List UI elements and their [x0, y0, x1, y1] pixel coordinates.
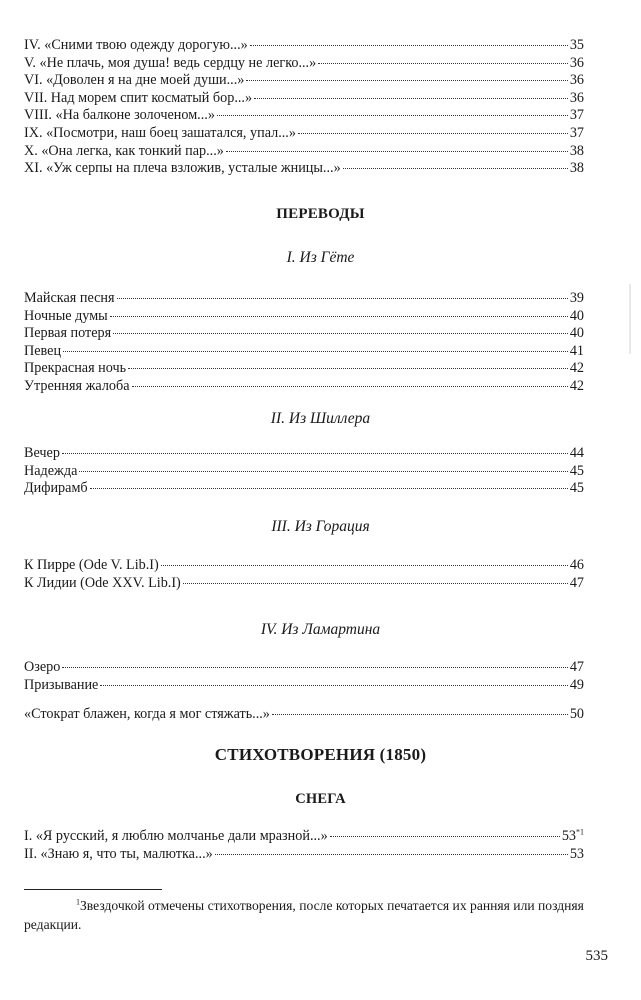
- section-heading-translations: ПЕРЕВОДЫ: [276, 206, 365, 222]
- toc-page: 36: [569, 72, 584, 89]
- toc-row: [24, 343, 584, 361]
- toc-row: [24, 706, 584, 724]
- toc-page: 37: [569, 107, 584, 124]
- toc-page: 37: [569, 124, 584, 141]
- toc-title: Майская песня: [24, 290, 115, 306]
- toc-title: К Лидии (Ode XXV. Lib.I): [24, 574, 181, 591]
- subsection-title-horace: III. Из Горация: [271, 518, 370, 535]
- toc-page: 53: [561, 828, 576, 844]
- toc-row: [24, 480, 584, 498]
- toc-title: Первая потеря: [24, 325, 112, 342]
- toc-title: IV. «Сними твою одежду дорогую...»: [24, 37, 248, 53]
- toc-row: [24, 90, 584, 108]
- subsection-title-goethe: I. Из Гёте: [286, 249, 355, 266]
- toc-page: 47: [569, 574, 584, 591]
- toc-title: Ночные думы: [24, 307, 108, 324]
- toc-row: [24, 107, 584, 125]
- toc-row: [24, 308, 584, 326]
- scan-edge-mark: [629, 284, 631, 354]
- toc-row: [24, 575, 584, 593]
- toc-title: Надежда: [24, 462, 78, 479]
- toc-title: X. «Она легка, как тонкий пар...»: [24, 142, 224, 159]
- footnote: [24, 896, 584, 934]
- toc-page: 45: [569, 480, 584, 497]
- toc-title: Призывание: [24, 676, 99, 693]
- toc-top: [24, 37, 584, 178]
- toc-page: 44: [569, 445, 584, 461]
- toc-title: Озеро: [24, 659, 61, 675]
- toc-title: V. «Не плачь, моя душа! ведь сердцу не легко...»: [24, 54, 317, 71]
- toc-page: 36: [569, 54, 584, 71]
- toc-row: [24, 55, 584, 73]
- toc-title: VI. «Доволен я на дне моей души...»: [24, 72, 245, 89]
- toc-row: [24, 677, 584, 695]
- section-heading-poems-1850: СТИХОТВОРЕНИЯ (1850): [214, 745, 427, 764]
- toc-page: 35: [569, 37, 584, 53]
- toc-row: [24, 659, 584, 677]
- toc-row: [24, 846, 584, 864]
- toc-row: [24, 72, 584, 90]
- toc-title: VII. Над морем спит косматый бор...»: [24, 89, 253, 106]
- toc-title: IX. «Посмотри, наш боец зашатался, упал...»: [24, 124, 296, 141]
- asterisk-footnote-mark: *1: [576, 827, 584, 837]
- toc-title: К Пирре (Ode V. Lib.I): [24, 557, 159, 573]
- toc-page: 46: [569, 557, 584, 573]
- toc-page: 45: [569, 462, 584, 479]
- toc-row: [24, 828, 584, 846]
- toc-goethe: [24, 290, 584, 396]
- toc-row: [24, 557, 584, 575]
- toc-title: VIII. «На балконе золоченом...»: [24, 107, 215, 124]
- toc-title: Утренняя жалоба: [24, 377, 130, 394]
- subsection-title-lamartine: IV. Из Ламартина: [260, 621, 381, 638]
- toc-row: [24, 445, 584, 463]
- page-number: 535: [585, 948, 608, 964]
- toc-title: «Стократ блажен, когда я мог стяжать...»: [24, 706, 270, 722]
- subsection-title-snow: СНЕГА: [295, 791, 346, 807]
- toc-page: 39: [569, 290, 584, 306]
- toc-title: Прекрасная ночь: [24, 360, 127, 377]
- toc-page: 38: [569, 142, 584, 159]
- toc-row: [24, 360, 584, 378]
- toc-title: Вечер: [24, 445, 60, 461]
- toc-page-with-mark: [562, 828, 584, 846]
- toc-row: [24, 325, 584, 343]
- toc-page: 53: [569, 845, 584, 862]
- toc-page: 41: [569, 342, 584, 359]
- toc-page: 42: [569, 360, 584, 377]
- footnote-text: Звездочкой отмечены стихотворения, после которых печатается их ранняя или поздняя редакции.: [24, 898, 584, 932]
- toc-page: 49: [569, 676, 584, 693]
- toc-row: [24, 378, 584, 396]
- toc-page: 40: [569, 307, 584, 324]
- toc-page: 50: [569, 706, 584, 722]
- toc-row: [24, 143, 584, 161]
- toc-page: 40: [569, 325, 584, 342]
- toc-lamartine: [24, 659, 584, 694]
- footnote-mark: 1: [76, 897, 80, 907]
- toc-standalone: [24, 706, 584, 724]
- toc-page: 38: [569, 160, 584, 177]
- toc-title: Дифирамб: [24, 480, 88, 497]
- footnote-rule: [24, 889, 162, 890]
- toc-row: [24, 125, 584, 143]
- toc-page: 42: [569, 377, 584, 394]
- toc-page: 36: [569, 89, 584, 106]
- subsection-title-schiller: II. Из Шиллера: [270, 410, 371, 427]
- toc-schiller: [24, 445, 584, 498]
- toc-horace: [24, 557, 584, 592]
- toc-row: [24, 37, 584, 55]
- toc-row: [24, 160, 584, 178]
- toc-title: Певец: [24, 342, 62, 359]
- toc-title: XI. «Уж серпы на плеча взложив, усталые жницы...»: [24, 160, 341, 177]
- toc-title: II. «Знаю я, что ты, малютка...»: [24, 845, 213, 862]
- toc-title: I. «Я русский, я люблю молчанье дали мразной...»: [24, 828, 328, 844]
- toc-row: [24, 463, 584, 481]
- toc-snow: [24, 828, 584, 863]
- toc-row: [24, 290, 584, 308]
- toc-page: 47: [569, 659, 584, 675]
